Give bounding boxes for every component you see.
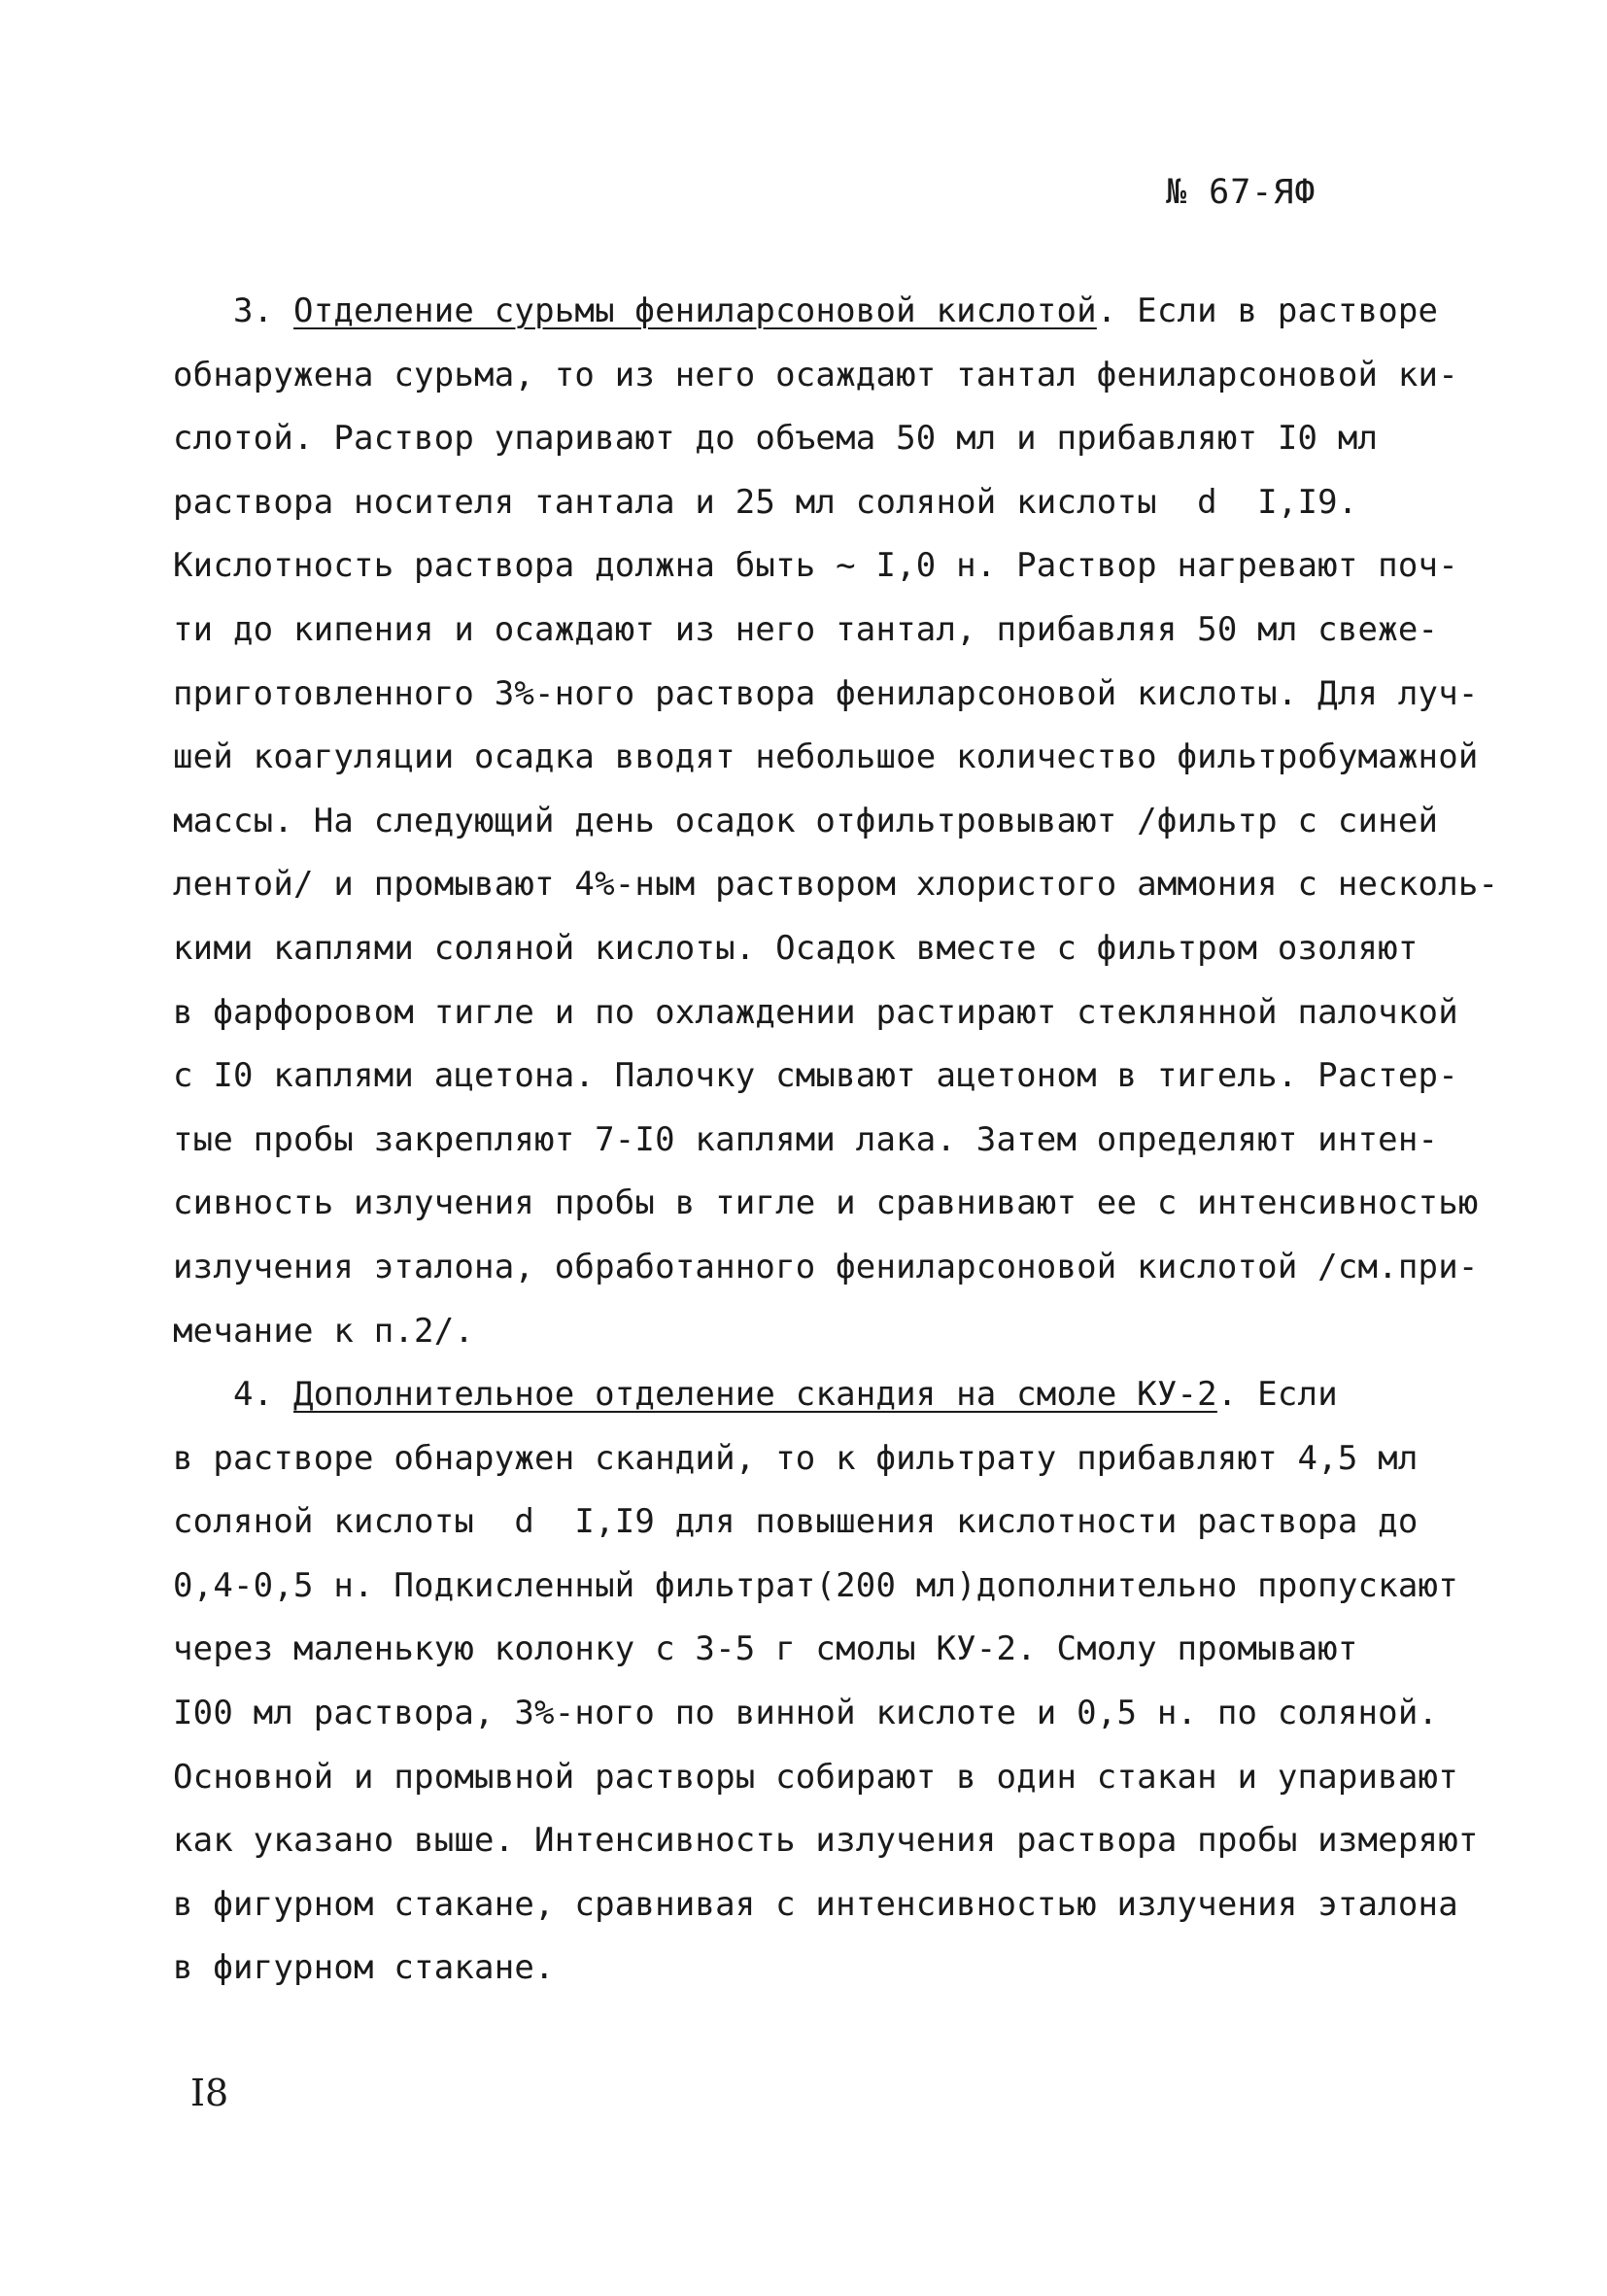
section-4-heading-tail: . Если (1216, 1375, 1338, 1415)
text-line: тые пробы закрепляют 7-I0 каплями лака. Затем определяют интен- (173, 1119, 1439, 1159)
text-line: ти до кипения и осаждают из него тантал, прибавляя 50 мл свеже- (173, 609, 1439, 649)
text-line: излучения эталона, обработанного фениларсоновой кислотой /см.при- (173, 1247, 1479, 1286)
section-4-title: Дополнительное отделение скандия на смоле КУ-2 (293, 1375, 1217, 1415)
page-number: I8 (190, 2072, 229, 2114)
text-line: I00 мл раствора, 3%-ного по винной кислоте и 0,5 н. по соляной. (173, 1694, 1439, 1733)
section-3-heading-line (173, 280, 1465, 344)
text-line: как указано выше. Интенсивность излучения раствора пробы измеряют (173, 1821, 1479, 1861)
text-line: сивность излучения пробы в тигле и сравнивают ее с интенсивностью (173, 1183, 1479, 1223)
text-line: обнаружена сурьма, то из него осаждают тантал фениларсоновой ки- (173, 355, 1458, 394)
section-4-prefix: 4. (173, 1375, 294, 1415)
text-line: соляной кислоты d I,I9 для повышения кислотности раствора до (173, 1502, 1419, 1542)
section-3-title: Отделение сурьмы фениларсоновой кислотой (293, 291, 1097, 330)
text-line: массы. На следующий день осадок отфильтровывают /фильтр с синей (173, 801, 1439, 840)
text-line: шей коагуляции осадка вводят небольшое количество фильтробумажной (173, 737, 1479, 777)
text-line: кими каплями соляной кислоты. Осадок вместе с фильтром озоляют (173, 928, 1419, 968)
text-line: Основной и промывной растворы собирают в один стакан и упаривают (173, 1757, 1458, 1797)
text-line: слотой. Раствор упаривают до объема 50 мл и прибавляют I0 мл (173, 419, 1379, 459)
text-line: в растворе обнаружен скандий, то к фильтрату прибавляют 4,5 мл (173, 1438, 1419, 1478)
section-3-prefix: 3. (173, 291, 294, 330)
text-line: через маленькую колонку с 3-5 г смолы КУ-2. Смолу промывают (173, 1629, 1358, 1669)
section-3-heading-tail: . Если в растворе (1096, 291, 1439, 330)
section-4-heading-line (173, 1363, 1465, 1427)
text-line: в фигурном стакане. (173, 1948, 555, 1988)
document-number: № 67-ЯФ (1166, 173, 1316, 212)
text-line: в фарфоровом тигле и по охлаждении растирают стеклянной палочкой (173, 992, 1458, 1032)
text-line: лентой/ и промывают 4%-ным раствором хлористого аммония с несколь- (173, 865, 1499, 905)
text-line: мечание к п.2/. (173, 1311, 475, 1351)
text-line: Кислотность раствора должна быть ~ I,0 н. Раствор нагревают поч- (173, 546, 1458, 586)
document-body (173, 280, 1499, 2001)
text-line: 0,4-0,5 н. Подкисленный фильтрат(200 мл)дополнительно пропускают (173, 1565, 1458, 1605)
text-line: в фигурном стакане, сравнивая с интенсивностью излучения эталона (173, 1884, 1458, 1924)
text-line: с I0 каплями ацетона. Палочку смывают ацетоном в тигель. Растер- (173, 1056, 1458, 1096)
text-line: приготовленного 3%-ного раствора фениларсоновой кислоты. Для луч- (173, 673, 1479, 713)
text-line: раствора носителя тантала и 25 мл соляной кислоты d I,I9. (173, 482, 1358, 522)
